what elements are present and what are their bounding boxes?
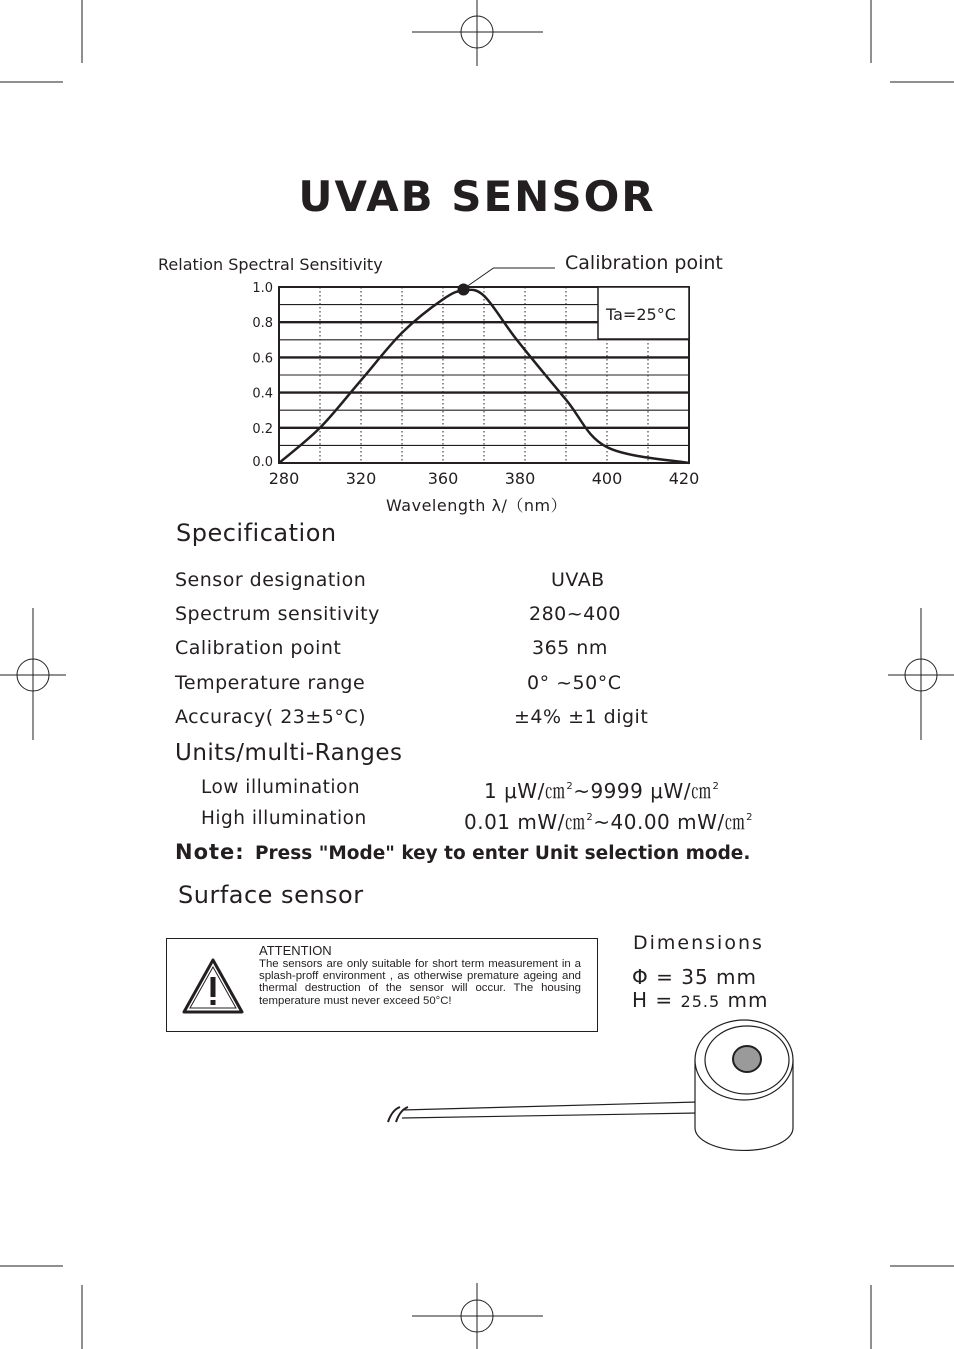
x-tick-label: 380 <box>504 469 536 488</box>
y-tick-label: 0.6 <box>252 351 273 367</box>
attention-title: ATTENTION <box>259 943 332 958</box>
dimension-height-label: H = <box>632 988 674 1012</box>
calibration-point-marker <box>458 284 470 296</box>
x-tick-label: 360 <box>427 469 459 488</box>
units-low-range <box>484 775 719 804</box>
units-high-max-exponent: 2 <box>746 812 754 823</box>
spectral-chart <box>0 0 954 520</box>
x-tick-label: 320 <box>345 469 377 488</box>
warning-triangle-icon <box>181 957 245 1015</box>
spec-label-temperature: Temperature range <box>175 672 366 694</box>
y-tick-label: 0.0 <box>252 455 273 470</box>
units-high-max: ~40.00 mW/㎝ <box>593 810 746 834</box>
calibration-leader-line <box>466 268 556 288</box>
spec-label-sensor-designation: Sensor designation <box>175 569 367 591</box>
chart-y-ticks <box>252 281 273 470</box>
note-label: Note: <box>175 840 245 864</box>
units-heading: Units/multi-Ranges <box>175 740 403 766</box>
temperature-annotation: Ta=25°C <box>606 305 676 324</box>
y-tick-label: 0.4 <box>252 386 273 402</box>
units-low-min-exponent: 2 <box>566 781 574 792</box>
units-high-label: High illumination <box>201 808 367 829</box>
units-high-min: 0.01 mW/㎝ <box>464 810 586 834</box>
x-tick-label: 420 <box>668 469 700 488</box>
spec-value-spectrum: 280~400 <box>529 603 621 625</box>
units-low-max: ~9999 μW/㎝ <box>573 779 712 803</box>
spec-value-accuracy: ±4% ±1 digit <box>514 706 649 728</box>
dimension-diameter: Φ = 35 mm <box>632 965 757 989</box>
units-high-range <box>464 806 753 835</box>
sensor-illustration <box>380 1010 810 1160</box>
chart-x-ticks <box>269 469 700 488</box>
page-title: UVAB SENSOR <box>298 172 656 221</box>
spec-label-calibration: Calibration point <box>175 637 342 659</box>
note-text: Press "Mode" key to enter Unit selection mode. <box>255 843 751 864</box>
spec-value-calibration: 365 nm <box>532 637 608 659</box>
dimension-height-unit: mm <box>727 988 769 1012</box>
dimension-height-value: 25.5 <box>680 992 721 1011</box>
dimensions-heading: Dimensions <box>633 932 764 954</box>
x-tick-label: 280 <box>268 469 300 488</box>
chart-x-axis-label: Wavelength λ/（nm） <box>386 496 568 515</box>
spec-value-sensor-designation: UVAB <box>551 569 605 591</box>
y-tick-label: 1.0 <box>252 281 273 296</box>
specification-heading: Specification <box>176 519 337 547</box>
units-low-label: Low illumination <box>201 777 361 798</box>
spec-label-accuracy: Accuracy( 23±5°C) <box>175 706 367 728</box>
calibration-point-label: Calibration point <box>565 252 723 274</box>
attention-text: The sensors are only suitable for short term measurement in a splash-proff environment , as otherwise premature ageing and thermal destruction of the sensor will occur. The housing temperature must never exceed 50°C! <box>259 958 581 1007</box>
chart-y-axis-label: Relation Spectral Sensitivity <box>158 255 383 274</box>
surface-sensor-heading: Surface sensor <box>178 881 364 909</box>
units-low-max-exponent: 2 <box>712 781 720 792</box>
dimension-height <box>632 988 768 1012</box>
units-high-min-exponent: 2 <box>586 812 594 823</box>
y-tick-label: 0.2 <box>252 421 273 437</box>
spec-label-spectrum: Spectrum sensitivity <box>175 603 380 625</box>
x-tick-label: 400 <box>591 469 623 488</box>
spec-value-temperature: 0° ~50°C <box>527 672 622 694</box>
units-low-min: 1 μW/㎝ <box>484 779 566 803</box>
y-tick-label: 0.8 <box>252 316 273 332</box>
